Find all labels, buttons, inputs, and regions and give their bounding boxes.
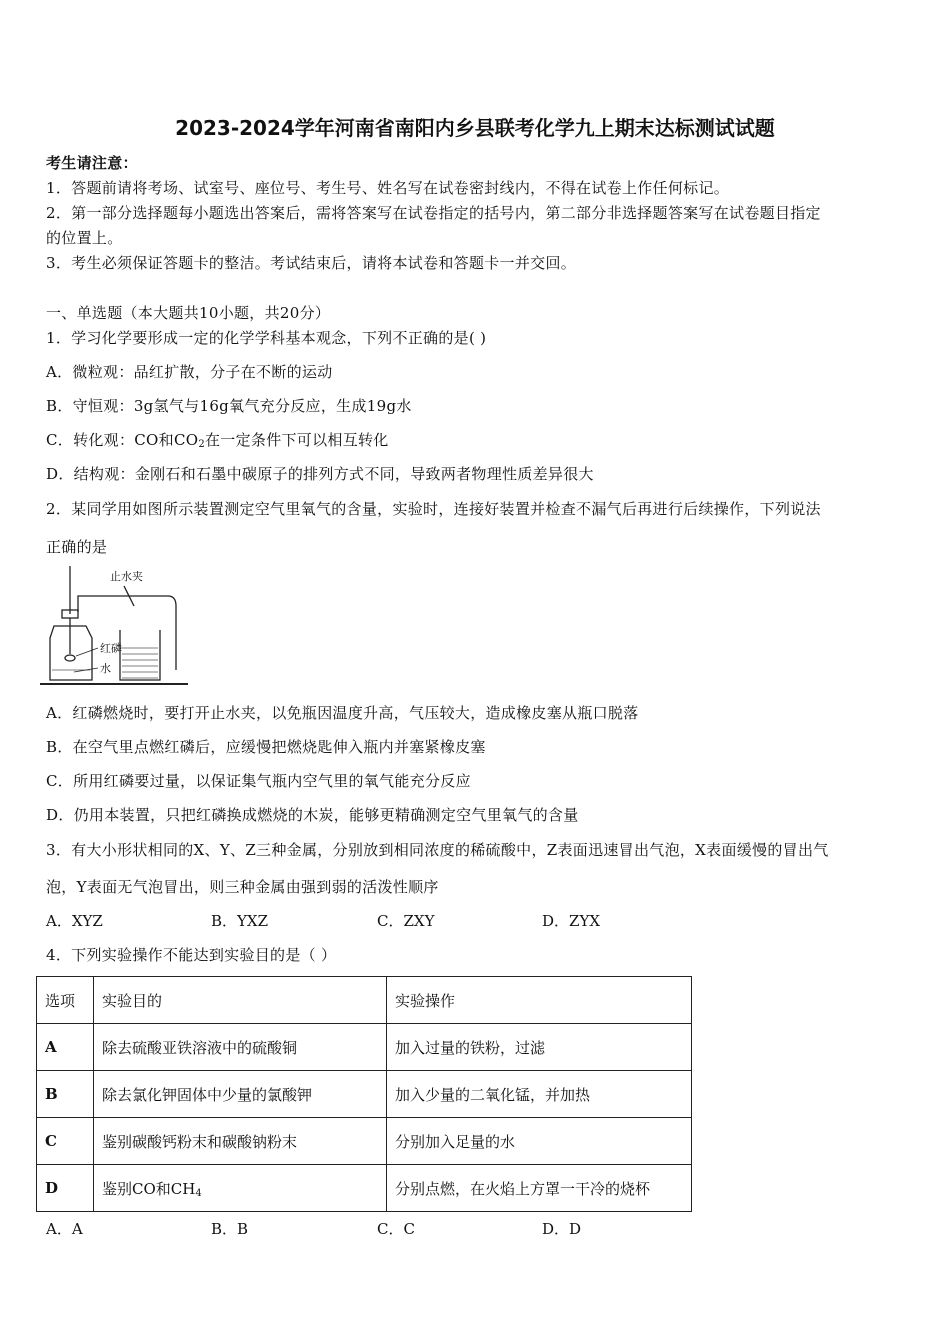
q1-stem: 1．学习化学要形成一定的化学学科基本观念，下列不正确的是( ) bbox=[46, 329, 487, 347]
table-cell: 除去硫酸亚铁溶液中的硫酸铜 bbox=[94, 1024, 387, 1071]
table-cell: 加入过量的铁粉，过滤 bbox=[387, 1024, 692, 1071]
q4-option-a: A．A bbox=[46, 1220, 83, 1238]
q2-stem-line2: 正确的是 bbox=[46, 538, 108, 556]
q3-option-d: D．ZYX bbox=[542, 912, 601, 930]
table-cell: 分别加入足量的水 bbox=[387, 1118, 692, 1165]
table-cell: 鉴别碳酸钙粉末和碳酸钠粉末 bbox=[94, 1118, 387, 1165]
table-cell: 除去氯化钾固体中少量的氯酸钾 bbox=[94, 1071, 387, 1118]
q1-option-d: D．结构观：金刚石和石墨中碳原子的排列方式不同，导致两者物理性质差异很大 bbox=[46, 465, 594, 483]
q2-option-b: B．在空气里点燃红磷后，应缓慢把燃烧匙伸入瓶内并塞紧橡皮塞 bbox=[46, 738, 486, 756]
q3-stem-line1: 3．有大小形状相同的X、Y、Z三种金属，分别放到相同浓度的稀硫酸中，Z表面迅速冒出气泡，X表面缓慢的冒出气 bbox=[46, 841, 829, 859]
table-cell: 分别点燃，在火焰上方罩一干冷的烧杯 bbox=[387, 1165, 692, 1212]
q4-stem: 4．下列实验操作不能达到实验目的是（ ） bbox=[46, 946, 337, 964]
notice-item: 的位置上。 bbox=[46, 229, 123, 247]
table-cell: D bbox=[37, 1165, 94, 1212]
header-cell: 选项 bbox=[37, 977, 94, 1024]
apparatus-figure bbox=[40, 566, 190, 690]
notice-item: 3．考生必须保证答题卡的整洁。考试结束后，请将本试卷和答题卡一并交回。 bbox=[46, 254, 577, 272]
q4-option-c: C．C bbox=[377, 1220, 415, 1238]
section-heading: 一、单选题（本大题共10小题，共20分） bbox=[46, 304, 331, 322]
page-title: 2023-2024学年河南省南阳内乡县联考化学九上期末达标测试试题 bbox=[175, 116, 775, 140]
notice-item: 2．第一部分选择题每小题选出答案后，需将答案写在试卷指定的括号内，第二部分非选择题答案写在试卷题目指定 bbox=[46, 204, 821, 222]
q2-option-c: C．所用红磷要过量，以保证集气瓶内空气里的氧气能充分反应 bbox=[46, 772, 471, 790]
table-cell: C bbox=[37, 1118, 94, 1165]
table-cell: 加入少量的二氧化锰，并加热 bbox=[387, 1071, 692, 1118]
q3-option-a: A．XYZ bbox=[46, 912, 103, 930]
q1-option-b: B．守恒观：3g氢气与16g氧气充分反应，生成19g水 bbox=[46, 397, 412, 415]
q1-option-c: C．转化观：CO和$CO_2$在一定条件下可以相互转化 bbox=[46, 431, 389, 450]
table-row bbox=[37, 1071, 692, 1118]
q4-option-b: B．B bbox=[211, 1220, 249, 1238]
header-cell: 实验操作 bbox=[387, 977, 692, 1024]
notice-heading: 考生请注意： bbox=[46, 154, 138, 172]
q4-table bbox=[36, 976, 692, 1212]
notice-item: 1．答题前请将考场、试室号、座位号、考生号、姓名写在试卷密封线内，不得在试卷上作任何标记。 bbox=[46, 179, 730, 197]
q4-option-d: D．D bbox=[542, 1220, 582, 1238]
table-header-row bbox=[37, 977, 692, 1024]
table-row bbox=[37, 1024, 692, 1071]
table-row bbox=[37, 1118, 692, 1165]
q2-stem-line1: 2．某同学用如图所示装置测定空气里氧气的含量，实验时，连接好装置并检查不漏气后再进行后续操作，下列说法 bbox=[46, 500, 821, 518]
water-label: 水 bbox=[100, 662, 111, 675]
q3-stem-line2: 泡，Y表面无气泡冒出，则三种金属由强到弱的活泼性顺序 bbox=[46, 878, 439, 896]
table-cell: 鉴别CO和$CH_4$ bbox=[94, 1165, 387, 1212]
q2-option-d: D．仍用本装置，只把红磷换成燃烧的木炭，能够更精确测定空气里氧气的含量 bbox=[46, 806, 579, 824]
q3-option-c: C．ZXY bbox=[377, 912, 435, 930]
clamp-label: 止水夹 bbox=[110, 570, 143, 583]
q2-option-a: A．红磷燃烧时，要打开止水夹，以免瓶因温度升高，气压较大，造成橡皮塞从瓶口脱落 bbox=[46, 704, 639, 722]
header-cell: 实验目的 bbox=[94, 977, 387, 1024]
table-cell: A bbox=[37, 1024, 94, 1071]
phosphorus-label: 红磷 bbox=[100, 642, 122, 655]
q1-option-a: A．微粒观：品红扩散，分子在不断的运动 bbox=[46, 363, 333, 381]
table-row bbox=[37, 1165, 692, 1212]
q3-option-b: B．YXZ bbox=[211, 912, 269, 930]
table-cell: B bbox=[37, 1071, 94, 1118]
